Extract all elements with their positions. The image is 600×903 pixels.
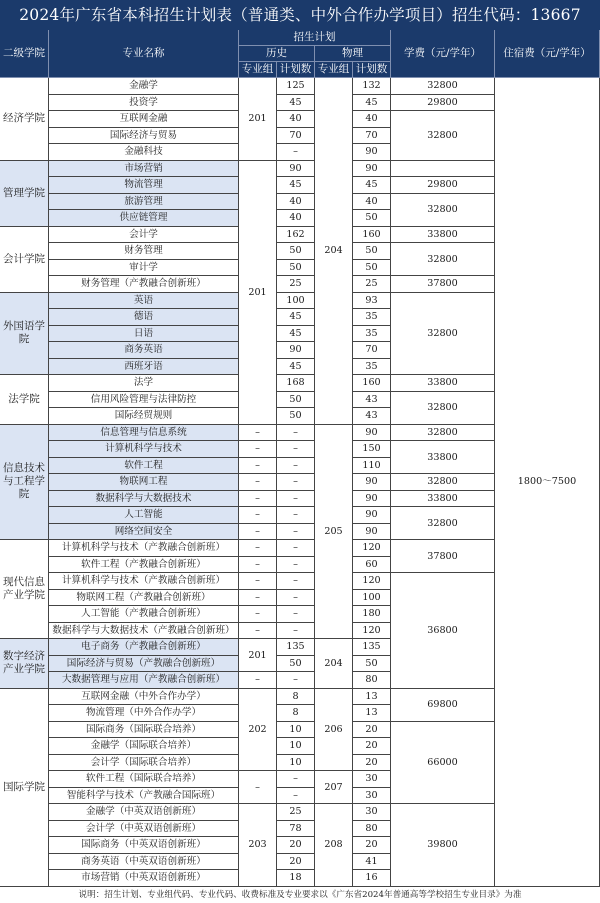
history-count: 162 <box>277 227 315 244</box>
history-group-code: 201 <box>239 161 277 425</box>
history-count: 70 <box>277 128 315 145</box>
major-name: 法学 <box>49 375 239 392</box>
history-count: 168 <box>277 375 315 392</box>
physics-count: 70 <box>353 342 391 359</box>
physics-group-code: 208 <box>315 804 353 887</box>
header-lodging: 住宿费（元/学年） <box>495 30 600 78</box>
history-group-code: – <box>239 507 277 524</box>
major-name: 数据科学与大数据技术 <box>49 491 239 508</box>
physics-count: 50 <box>353 210 391 227</box>
major-name: 金融科技 <box>49 144 239 161</box>
tuition-fee: 32800 <box>391 474 495 491</box>
major-name: 互联网金融 <box>49 111 239 128</box>
college-name: 经济学院 <box>0 78 49 161</box>
physics-count: 50 <box>353 656 391 673</box>
major-name: 旅游管理 <box>49 194 239 211</box>
history-count: 125 <box>277 78 315 95</box>
history-count: 45 <box>277 95 315 112</box>
history-count: – <box>277 491 315 508</box>
major-name: 物流管理 <box>49 177 239 194</box>
major-name: 德语 <box>49 309 239 326</box>
major-name: 国际经济与贸易 <box>49 128 239 145</box>
history-count: – <box>277 540 315 557</box>
history-group-code: – <box>239 573 277 590</box>
major-name: 审计学 <box>49 260 239 277</box>
tuition-fee: 33800 <box>391 375 495 392</box>
footnote: 说明：招生计划、专业组代码、专业代码、收费标准及专业要求以《广东省2024年普通高等学校招生专业目录》为准 <box>78 890 522 900</box>
physics-count: 120 <box>353 623 391 640</box>
major-name: 商务英语（中英双语创新班） <box>49 854 239 871</box>
history-count: – <box>277 507 315 524</box>
physics-count: 16 <box>353 870 391 887</box>
history-count: 40 <box>277 111 315 128</box>
history-group-code: – <box>239 524 277 541</box>
major-name: 会计学（中英双语创新班） <box>49 821 239 838</box>
tuition-fee: 66000 <box>391 722 495 805</box>
history-count: 45 <box>277 309 315 326</box>
physics-count: 60 <box>353 557 391 574</box>
major-name: 金融学（中英双语创新班） <box>49 804 239 821</box>
tuition-fee: 33800 <box>391 441 495 474</box>
history-group-code: – <box>239 606 277 623</box>
physics-count: 43 <box>353 408 391 425</box>
header-history-group: 专业组 <box>239 62 277 78</box>
physics-count: 90 <box>353 161 391 178</box>
major-name: 数据科学与大数据技术（产教融合创新班） <box>49 623 239 640</box>
physics-count: 20 <box>353 722 391 739</box>
header-tuition: 学费（元/学年） <box>391 30 495 78</box>
major-name: 日语 <box>49 326 239 343</box>
history-count: 8 <box>277 689 315 706</box>
physics-count: 35 <box>353 359 391 376</box>
major-name: 金融学（国际联合培养） <box>49 738 239 755</box>
history-count: 25 <box>277 804 315 821</box>
major-name: 计算机科学与技术（产教融合创新班） <box>49 540 239 557</box>
history-count: – <box>277 474 315 491</box>
history-group-code: – <box>239 474 277 491</box>
history-count: 90 <box>277 161 315 178</box>
history-count: 45 <box>277 177 315 194</box>
history-count: 50 <box>277 392 315 409</box>
history-count: – <box>277 524 315 541</box>
history-count: – <box>277 557 315 574</box>
history-count: 40 <box>277 210 315 227</box>
history-count: 50 <box>277 656 315 673</box>
physics-count: 90 <box>353 491 391 508</box>
tuition-fee: 32800 <box>391 392 495 425</box>
physics-count: 90 <box>353 474 391 491</box>
physics-count: 150 <box>353 441 391 458</box>
college-name: 管理学院 <box>0 161 49 227</box>
physics-group-code: 204 <box>315 78 353 425</box>
physics-count: 135 <box>353 639 391 656</box>
history-count: 135 <box>277 639 315 656</box>
physics-count: 50 <box>353 243 391 260</box>
page-title: 2024年广东省本科招生计划表（普通类、中外合作办学项目）招生代码：13667 <box>0 0 600 30</box>
major-name: 智能科学与技术（产教融合国际班） <box>49 788 239 805</box>
history-group-code: – <box>239 623 277 640</box>
major-name: 网络空间安全 <box>49 524 239 541</box>
major-name: 大数据管理与应用（产教融合创新班） <box>49 672 239 689</box>
history-count: 45 <box>277 359 315 376</box>
major-name: 互联网金融（中外合作办学） <box>49 689 239 706</box>
history-group-code: – <box>239 540 277 557</box>
physics-count: 120 <box>353 573 391 590</box>
header-physics-group: 专业组 <box>315 62 353 78</box>
history-group-code: – <box>239 590 277 607</box>
physics-count: 40 <box>353 111 391 128</box>
physics-count: 110 <box>353 458 391 475</box>
history-count: 100 <box>277 293 315 310</box>
major-name: 计算机科学与技术（产教融合创新班） <box>49 573 239 590</box>
physics-count: 132 <box>353 78 391 95</box>
major-name: 商务英语 <box>49 342 239 359</box>
physics-count: 160 <box>353 227 391 244</box>
tuition-fee: 37800 <box>391 276 495 293</box>
physics-count: 35 <box>353 309 391 326</box>
major-name: 计算机科学与技术 <box>49 441 239 458</box>
physics-count: 160 <box>353 375 391 392</box>
physics-group-code: 206 <box>315 689 353 772</box>
tuition-fee: 33800 <box>391 491 495 508</box>
history-group-code: – <box>239 557 277 574</box>
major-name: 软件工程 <box>49 458 239 475</box>
major-name: 西班牙语 <box>49 359 239 376</box>
major-name: 英语 <box>49 293 239 310</box>
physics-count: 20 <box>353 738 391 755</box>
history-count: 18 <box>277 870 315 887</box>
physics-count: 13 <box>353 689 391 706</box>
header-plan: 招生计划 <box>239 30 391 46</box>
physics-group-code: 205 <box>315 425 353 640</box>
college-name: 数字经济产业学院 <box>0 639 49 689</box>
physics-count: 20 <box>353 837 391 854</box>
history-group-code: – <box>239 771 277 804</box>
physics-count: 50 <box>353 260 391 277</box>
header-physics: 物理 <box>315 46 391 62</box>
history-count: 10 <box>277 722 315 739</box>
history-count: 8 <box>277 705 315 722</box>
physics-count: 90 <box>353 507 391 524</box>
history-count: – <box>277 623 315 640</box>
history-group-code: – <box>239 441 277 458</box>
history-count: – <box>277 771 315 788</box>
history-count: – <box>277 672 315 689</box>
major-name: 国际经济与贸易（产教融合创新班） <box>49 656 239 673</box>
major-name: 物联网工程 <box>49 474 239 491</box>
major-name: 投资学 <box>49 95 239 112</box>
physics-count: 45 <box>353 95 391 112</box>
physics-count: 30 <box>353 788 391 805</box>
tuition-fee <box>391 161 495 178</box>
major-name: 市场营销 <box>49 161 239 178</box>
history-count: – <box>277 590 315 607</box>
history-count: 10 <box>277 738 315 755</box>
header-college: 二级学院 <box>0 30 49 78</box>
history-count: 40 <box>277 194 315 211</box>
major-name: 财务管理（产教融合创新班） <box>49 276 239 293</box>
major-name: 财务管理 <box>49 243 239 260</box>
header-major: 专业名称 <box>49 30 239 78</box>
major-name: 物联网工程（产教融合创新班） <box>49 590 239 607</box>
major-name: 会计学（国际联合培养） <box>49 755 239 772</box>
college-name: 国际学院 <box>0 689 49 887</box>
physics-count: 43 <box>353 392 391 409</box>
major-name: 国际商务（中英双语创新班） <box>49 837 239 854</box>
physics-count: 45 <box>353 177 391 194</box>
physics-group-code: 207 <box>315 771 353 804</box>
tuition-fee: 32800 <box>391 425 495 442</box>
history-count: 10 <box>277 755 315 772</box>
tuition-fee: 33800 <box>391 227 495 244</box>
header-physics-count: 计划数 <box>353 62 391 78</box>
physics-count: 90 <box>353 144 391 161</box>
history-group-code: 202 <box>239 689 277 772</box>
physics-count: 30 <box>353 771 391 788</box>
tuition-fee: 37800 <box>391 540 495 573</box>
physics-count: 80 <box>353 672 391 689</box>
history-count: – <box>277 788 315 805</box>
tuition-fee: 32800 <box>391 507 495 540</box>
history-count: – <box>277 573 315 590</box>
tuition-fee: 36800 <box>391 573 495 689</box>
college-name: 信息技术与工程学院 <box>0 425 49 541</box>
tuition-fee: 69800 <box>391 689 495 722</box>
tuition-fee: 29800 <box>391 95 495 112</box>
header-history: 历史 <box>239 46 315 62</box>
physics-count: 120 <box>353 540 391 557</box>
major-name: 会计学 <box>49 227 239 244</box>
major-name: 国际商务（国际联合培养） <box>49 722 239 739</box>
major-name: 市场营销（中英双语创新班） <box>49 870 239 887</box>
history-count: 78 <box>277 821 315 838</box>
physics-count: 35 <box>353 326 391 343</box>
history-group-code: – <box>239 491 277 508</box>
tuition-fee: 32800 <box>391 194 495 227</box>
physics-count: 20 <box>353 755 391 772</box>
major-name: 国际经贸规则 <box>49 408 239 425</box>
physics-count: 25 <box>353 276 391 293</box>
history-count: 50 <box>277 408 315 425</box>
major-name: 信息管理与信息系统 <box>49 425 239 442</box>
major-name: 物流管理（中外合作办学） <box>49 705 239 722</box>
history-count: 50 <box>277 260 315 277</box>
history-count: 90 <box>277 342 315 359</box>
college-name: 外国语学院 <box>0 293 49 376</box>
physics-count: 70 <box>353 128 391 145</box>
college-name: 现代信息产业学院 <box>0 540 49 639</box>
college-name: 法学院 <box>0 375 49 425</box>
history-count: 20 <box>277 854 315 871</box>
history-count: – <box>277 606 315 623</box>
physics-count: 180 <box>353 606 391 623</box>
major-name: 人工智能（产教融合创新班） <box>49 606 239 623</box>
major-name: 供应链管理 <box>49 210 239 227</box>
physics-count: 100 <box>353 590 391 607</box>
lodging-fee: 1800～7500 <box>495 78 600 887</box>
history-count: – <box>277 144 315 161</box>
physics-group-code: 204 <box>315 639 353 689</box>
history-count: 50 <box>277 243 315 260</box>
history-count: – <box>277 425 315 442</box>
major-name: 金融学 <box>49 78 239 95</box>
tuition-fee: 32800 <box>391 111 495 161</box>
major-name: 人工智能 <box>49 507 239 524</box>
major-name: 软件工程（产教融合创新班） <box>49 557 239 574</box>
tuition-fee: 39800 <box>391 804 495 887</box>
header-history-count: 计划数 <box>277 62 315 78</box>
physics-count: 90 <box>353 524 391 541</box>
history-count: 25 <box>277 276 315 293</box>
history-group-code: – <box>239 672 277 689</box>
enrollment-plan-table <box>0 30 600 886</box>
physics-count: 30 <box>353 804 391 821</box>
history-count: 20 <box>277 837 315 854</box>
tuition-fee: 32800 <box>391 293 495 376</box>
history-group-code: – <box>239 425 277 442</box>
physics-count: 90 <box>353 425 391 442</box>
physics-count: 13 <box>353 705 391 722</box>
history-group-code: 201 <box>239 639 277 672</box>
physics-count: 80 <box>353 821 391 838</box>
history-count: 45 <box>277 326 315 343</box>
history-count: – <box>277 458 315 475</box>
tuition-fee: 29800 <box>391 177 495 194</box>
physics-count: 93 <box>353 293 391 310</box>
tuition-fee: 32800 <box>391 78 495 95</box>
history-count: – <box>277 441 315 458</box>
tuition-fee: 32800 <box>391 243 495 276</box>
major-name: 信用风险管理与法律防控 <box>49 392 239 409</box>
history-group-code: – <box>239 458 277 475</box>
major-name: 电子商务（产教融合创新班） <box>49 639 239 656</box>
physics-count: 41 <box>353 854 391 871</box>
history-group-code: 203 <box>239 804 277 887</box>
college-name: 会计学院 <box>0 227 49 293</box>
major-name: 软件工程（国际联合培养） <box>49 771 239 788</box>
history-group-code: 201 <box>239 78 277 161</box>
physics-count: 40 <box>353 194 391 211</box>
